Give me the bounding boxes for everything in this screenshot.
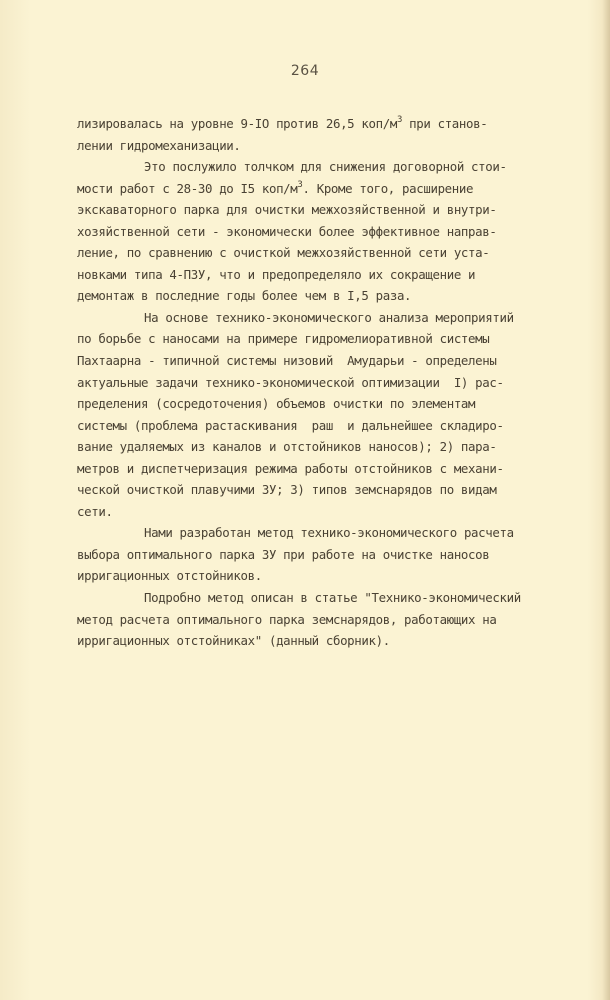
superscript: 3	[297, 179, 303, 190]
text-line: новками типа 4-ПЗУ, что и предопределяло их сокращение и	[77, 266, 476, 282]
line-text: лизировалась на уровне 9-IO против 26,5 коп/м	[77, 116, 397, 131]
text-line: Подробно метод описан в статье "Технико-экономический	[144, 590, 521, 606]
text-line: ирригационных отстойников.	[77, 568, 262, 584]
text-line: демонтаж в последние годы более чем в I,5 раза.	[77, 288, 412, 304]
paragraph-1	[77, 113, 610, 156]
paragraph-3	[77, 307, 610, 522]
text-line: ческой очисткой плавучими ЗУ; 3) типов земснарядов по видам	[77, 482, 497, 498]
text-line: лении гидромеханизации.	[77, 137, 241, 153]
superscript: 3	[396, 115, 403, 125]
text-line: хозяйственной сети - экономически более эффективное направ-	[77, 223, 497, 239]
page-number: 264	[290, 63, 320, 79]
text-line: по борьбе с наносами на примере гидромелиоративной системы	[77, 331, 490, 347]
line-text-after: при станов-	[402, 116, 488, 131]
text-line: ление, по сравнению с очисткой межхозяйственной сети уста-	[77, 245, 490, 261]
text-line: сети.	[77, 503, 113, 519]
text-line: ирригационных отстойниках" (данный сборник).	[77, 633, 390, 649]
text-line: пределения (сосредоточения) объемов очистки по элементам	[77, 396, 476, 412]
paragraph-4	[77, 522, 610, 587]
text-line: метров и диспетчеризация режима работы отстойников с механи-	[77, 460, 504, 476]
text-line: выбора оптимального парка ЗУ при работе на очистке наносов	[77, 546, 490, 562]
text-line: вание удаляемых из каналов и отстойников наносов); 2) пара-	[77, 439, 497, 455]
text-line: Пахтаарна - типичной системы низовий Амударьи - определены	[77, 353, 497, 369]
paragraph-5	[77, 587, 610, 652]
text-line: актуальные задачи технико-экономической оптимизации I) рас-	[77, 374, 504, 390]
text-line	[77, 178, 610, 200]
text-line: системы (проблема растаскивания раш и дальнейшее складиро-	[77, 417, 504, 433]
paragraph-2	[77, 156, 610, 307]
line-text: мости работ с 28-30 до I5 коп/м	[77, 180, 298, 196]
line-text-after: . Кроме того, расширение	[302, 180, 474, 196]
text-line: Нами разработан метод технико-экономического расчета	[144, 525, 514, 541]
text-line: На основе технико-экономического анализа мероприятий	[144, 309, 514, 325]
text-line: экскаваторного парка для очистки межхозяйственной и внутри-	[77, 202, 497, 218]
text-line: Это послужило толчком для снижения договорной стои-	[144, 159, 507, 175]
body-text	[77, 113, 610, 652]
text-line: метод расчета оптимального парка земснарядов, работающих на	[77, 611, 497, 627]
text-line	[77, 113, 610, 135]
